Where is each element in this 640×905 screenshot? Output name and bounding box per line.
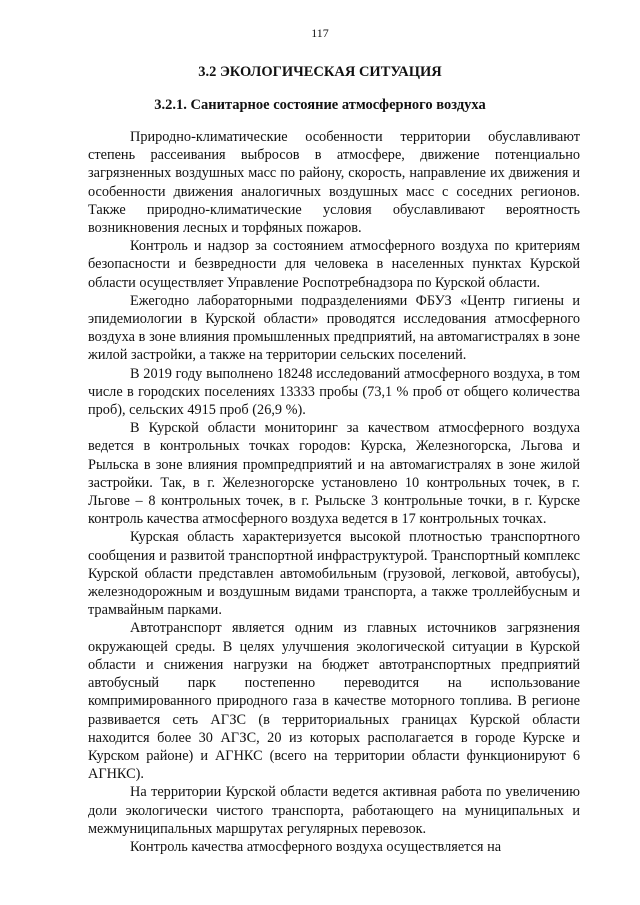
section-title: 3.2 ЭКОЛОГИЧЕСКАЯ СИТУАЦИЯ bbox=[198, 64, 442, 80]
paragraph: Контроль и надзор за состоянием атмосферного воздуха по критериям безопасности и безвредности для человека в населенных пунктах Курской области осуществляет Управление Роспотребнадзора по Курской области. bbox=[88, 238, 580, 291]
body-text bbox=[88, 128, 580, 856]
paragraph: Ежегодно лабораторными подразделениями ФБУЗ «Центр гигиены и эпидемиологии в Курской области» проводятся исследования атмосферного воздуха в зоне влияния промышленных предприятий, на автомагистралях в зоне жилой застройки, а также на территории сельских поселений. bbox=[88, 292, 580, 364]
page-number: 117 bbox=[311, 26, 329, 40]
paragraph: На территории Курской области ведется активная работа по увеличению доли экологически чистого транспорта, работающего на муниципальных и межмуниципальных маршрутах регулярных перевозок. bbox=[88, 784, 580, 837]
paragraph: В Курской области мониторинг за качеством атмосферного воздуха ведется в контрольных точках городов: Курска, Железногорска, Льгова и Рыльска в зоне влияния промпредприятий и на автомагистралях в зоне жилой застройки. Так, в г. Железногорске установлено 10 контрольных точек, в г. Льгове – 8 контрольных точек, в г. Рыльске 3 контрольные точки, в г. Курске контроль качества атмосферного воздуха ведется в 17 контрольных точках. bbox=[88, 420, 580, 528]
paragraph: В 2019 году выполнено 18248 исследований атмосферного воздуха, в том числе в городских поселениях 13333 пробы (73,1 % проб от общего количества проб), сельских 4915 проб (26,9 %). bbox=[88, 365, 580, 419]
paragraph: Курская область характеризуется высокой плотностью транспортного сообщения и развитой транспортной инфраструктурой. Транспортный комплекс Курской области представлен автомобильным (грузовой, легковой, автобусы), железнодорожным и воздушным видами транспорта, а также троллейбусным и трамвайным парками. bbox=[88, 529, 580, 619]
paragraph: Автотранспорт является одним из главных источников загрязнения окружающей среды. В целях улучшения экологической ситуации в Курской области и снижения нагрузки на бюджет автотранспортных предприятий автобусный парк постепенно переводится на использование компримированного природного газа в качестве моторного топлива. В регионе развивается сеть АГЗС (в территориальных границах Курской области находится более 30 АГЗС, 20 из которых располагается в городе Курске и Курском районе) и АГНКС (всего на территории области функционируют 6 АГНКС). bbox=[88, 620, 580, 783]
subsection-title: 3.2.1. Санитарное состояние атмосферного воздуха bbox=[154, 97, 486, 113]
paragraph: Природно-климатические особенности территории обуславливают степень рассеивания выбросов в атмосфере, движение потенциально загрязненных воздушных масс по району, скорость, направление их движения и особенности движения аналогичных воздушных масс с соседних регионов. Также природно-климатические условия обуславливают вероятность возникновения лесных и торфяных пожаров. bbox=[88, 129, 580, 237]
paragraph: Контроль качества атмосферного воздуха осуществляется на bbox=[130, 838, 502, 855]
